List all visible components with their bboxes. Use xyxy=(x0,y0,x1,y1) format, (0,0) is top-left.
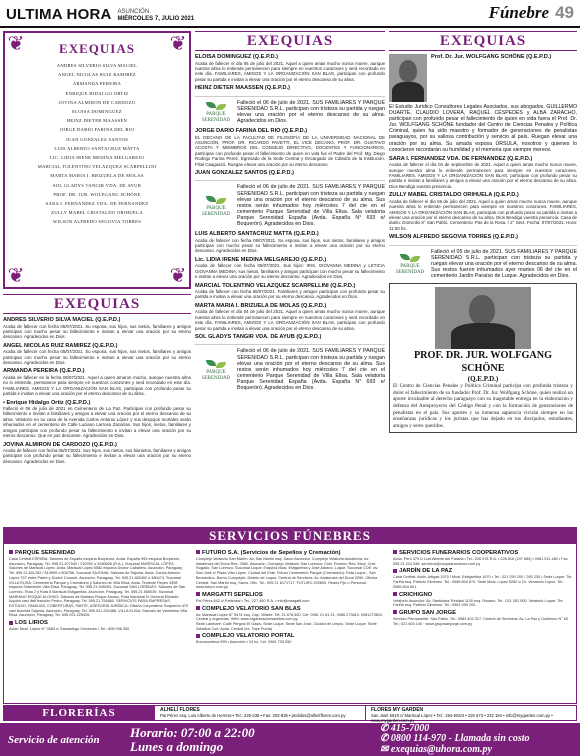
obituary-notice xyxy=(3,317,191,340)
deceased-name: SARA I. FERNANDEZ VDA. DE FERNANDEZ xyxy=(45,201,149,207)
page-header xyxy=(0,0,580,28)
memorial-text: El Centro de Ciencias Penales y Política Criminal participa con profunda tristeza y dolor el fallecimiento de su fundador Prof. Dr. Jur. Wolfgang Schöne, quien realizó un aporte invaluable al derecho paraguayo con su inagotable entrega en la elaboración y defensa del Anteproyecto del Código Penal y con la formación de generaciones de penalistas en el país. Sus aportes y su inmensa sapiencia vivirán siempre en las enseñanzas jurídicas y los juristas que has dejado en tus discípulos, estudiantes, amigos y seres queridos. xyxy=(393,383,573,429)
notice-text: Acaba de fallecer con fecha 05/07/2021. Sus hijos: IRIS, GIOVANNA MEDINA y LETICIA GIOVANNA MEDINA, sus nietos, familiares y amigos participan con mucho pesar su fallecimiento e invitan a elevar una oración por su eterno descanso. Agradecidos en Dios. xyxy=(195,263,385,280)
provider-name: PARQUE SERENIDAD xyxy=(15,550,76,556)
deceased-name: MARCIAL TOLENTINO VELAZQUEZ SCARPELLINI xyxy=(37,164,157,170)
leaf-icon xyxy=(205,358,227,370)
notice-name: ZULLY MABEL CRISTALDO ORIHUELA (Q.E.P.D.) xyxy=(389,192,519,199)
header-date: MIÉRCOLES 7, JULIO 2021 xyxy=(117,16,195,22)
deceased-name: ANDRES SILVERIO SILVA MACIEL xyxy=(56,63,138,68)
deceased-name: SOL GLADYS TANGIR VDA. DE AYUB xyxy=(52,182,142,188)
provider-details: Sede Lambaré: Calle Pergolo El Oasis. Sede Luque. Sede San José. Ciudad de Limpio. Sede Luque. Sede Zeballos Cué: Avda. Central (ex. Tope Puma) xyxy=(196,622,377,631)
shop-text: San José 5519 c/ Mariscal López • Tel.: 254-503/4 • 226 573 • 232 194 • info@mygarden.com.py • www.mygarden.com.py xyxy=(371,713,553,723)
notice-name: JORGE DARIO FARINA DEL RIO (Q.E.P.D.) xyxy=(195,128,308,134)
notice-text: Acaba de fallecer con fecha 05/07/2021. Sus hijos, sus nietos, sus bisnietos, familiares y amigos participan con profundo pesar su fallecimiento e invitan a elevar una oración por su eterno descanso. Agradecidos en Dios. xyxy=(3,448,191,464)
notice-text: Falleció el 06 de julio de 2021. SUS FAMILIARES Y PARQUE SERENIDAD S.R.L. participan con tristeza su partida y ruegan elevar una oración por el eterno descanso de su alma. Agradecidos en Dios. xyxy=(237,99,385,124)
obituary-notice xyxy=(195,128,385,167)
bullet-icon xyxy=(9,621,13,625)
deceased-name: WILSON ALFREDO SEGOVIA TORRES xyxy=(52,219,142,225)
services-middle-column xyxy=(196,548,386,645)
provider-title xyxy=(196,550,386,557)
col3-notices xyxy=(389,156,577,241)
corner-ornament-icon: ❦ xyxy=(7,265,25,287)
notice-text: Falleció el 05 de julio de 2021. SUS FAMILIARES Y PARQUE SERENIDAD S.R.L. participan con tristeza su partida y ruegan elevar una oración por el eterno descanso de su alma. Sus restos fueron inhumados ayer martes 06 del cte en el cementerio Jardín Paraíso de Luque. Agradecidos en Dios. xyxy=(431,248,577,280)
notice-text: Acaba de fallecer con fecha 06/07/2021. Familiares y amigos participan con profundo pesar su partida e invitan a elevar una oración por su eterno descanso. Agradecidos en Dios. xyxy=(195,289,385,300)
logo-line: SERENIDAD xyxy=(201,211,231,217)
index-title: EXEQUIAS xyxy=(59,41,135,56)
notice-name: MARTA MARIA I. BRIZUELA DE MOLAS (Q.E.P.D.) xyxy=(195,302,327,309)
hours-line: Horario: 07:00 a 22:00 xyxy=(130,724,255,740)
provider-details: Av. Mariscal López N° 5474 esq. Cap. Villarte. Tel: 21.578.300. Cel: 0981 21 81 21. 0986 273810. 0981273810. Central y urgencias. Web: www.organizacionsanblas.com.py xyxy=(196,612,384,622)
service-provider xyxy=(196,606,386,622)
deceased-name: PROF. DR. JUR. WOLFGANG SCHÖNE xyxy=(53,191,141,197)
corner-ornament-icon: ❦ xyxy=(169,33,187,55)
service-provider xyxy=(196,592,386,604)
obituary-notice xyxy=(195,170,385,177)
service-provider xyxy=(9,620,189,632)
notice-text: EL DECANO DE LA FACULTAD DE FILOSOFÍA DE LA UNIVERSIDAD NACIONAL DE ASUNCIÓN, PROF. DR. RICARDO PAVETTI, EL VICE DECANO, PROF. DR. GUSTAVO ACOSTA Y MIEMBROS DEL CONSEJO DIRECTIVO, DOCENTES Y FUNCIONARIOS, participan con profundo pesar el fallecimiento de quien en vida fue el Padre del Prof. Mg. Diego Rodrigo Farina Perez, Egresado de la Sede Central y Encargado de Cátedra de la Institución. Filial Caaguazú. Ruegan elevar una oración por su eterno descanso. xyxy=(195,134,385,167)
obituary-notice xyxy=(195,85,385,92)
memorial-photo xyxy=(435,287,531,349)
bullet-icon xyxy=(393,610,397,614)
servicios-funebres xyxy=(3,527,577,704)
shop-text: Pai Pérez esq. Luis Alberto de Herrera • Tel.: 225-238 • Fax: 203-835 • pedidos@alhelíflores.com.py xyxy=(160,713,346,718)
header-city: ASUNCIÓN xyxy=(117,9,150,15)
deceased-name: ARMANDA PEREIRA xyxy=(72,81,122,87)
provider-name: MARGATTI SEPELIOS xyxy=(202,591,263,598)
logo-line: PARQUE xyxy=(206,370,226,376)
deceased-name: ANGEL NICOLAS RUIZ RAMIREZ xyxy=(58,72,136,78)
logo-line: SERENIDAD xyxy=(201,375,231,381)
band-title: EXEQUIAS xyxy=(246,32,334,49)
corner-ornament-icon: ❦ xyxy=(7,33,25,55)
big-memorial-notice xyxy=(389,283,577,433)
provider-name: GRUPO SAN JORGE xyxy=(399,609,457,616)
notice-text: Acaba de fallecer con fecha 06/07/2021. Su esposa, sus hijos, sus nietos, familiares y amigos participan con mucho pesar su fallecimiento e invitan a elevar una oración por su eterno descanso. Agradecidos en Dios. xyxy=(195,237,385,254)
obituary-notice xyxy=(195,303,385,331)
parque-serenidad-logo xyxy=(195,100,237,124)
wolfgang-notice xyxy=(389,54,577,102)
logo-line: SERENIDAD xyxy=(201,117,231,123)
provider-name: LOS LIRIOS xyxy=(15,620,48,627)
exequias-band xyxy=(3,294,191,314)
exequias-index-box xyxy=(3,31,191,289)
bullet-icon xyxy=(196,550,200,554)
corner-ornament-icon: ❦ xyxy=(169,265,187,287)
obituary-notice xyxy=(3,400,191,439)
notice-name: ARMANDA PEREIRA (Q.E.P.D.) xyxy=(3,368,85,375)
bullet-icon xyxy=(393,550,397,554)
obituary-notice xyxy=(389,234,577,241)
logo-line: SERENIDAD xyxy=(395,269,425,275)
notice-text: El Estudio Jurídico Consultores Legales Asociados, sus abogados, GUILLERMO DUARTE, CLAUDIO LOVERA, RAQUEL CÉSPEDES y ALBA ZARACHO, participan con profundo pesar el fallecimiento de quien en vida fuera el Prof. Dr. Jur. WOLFGANG SCHÖNE fundador del Centro de Ciencias Penales y Política Criminal, quien ha sido maestro y formador de generaciones de penalistas paraguayos, por su valiosa contribución y servicio al país. Ruegan elevar una oración por su alma. Su amada esposa ÚRSULA, nosotros y quienes lo conocieron recordarán su humildad y el memoria que siempre merece. xyxy=(389,104,577,153)
flower-shop xyxy=(154,706,365,720)
provider-details: Complejo Velatorio San Martín: Av. San Martín esq. Sacro Asunción. Complejo Velatorio Asistencia: Av. Asistencia del Duna Res. 2580. Asunción. Complejo Velatorio San Lorenzo: Cnel. Romero Res. Mcal. Cnel. Rogado. San Lorenzo. Sucursal Luque: Esquina Mcal. Estigarribia y José Adrano. Luque. Sucursal CDE: Av. San José c/ Plaza Villa López. Ciudad del Este. Futuro Cementerio Parque (Cremación): Ruta Luque - San Bernardino. Barrio Curupaytú, Distrito de Luque. Central de Servicios: Av. Asistencia del Duna 3290. Oficina Central: San Martín esq. Sacro, Ofic. Tel.: 595 21 6171717. FUTURO 200800. Redes Fijo o Personal: www.futuro.com.py xyxy=(196,557,379,590)
col1-notices xyxy=(3,317,191,464)
deceased-name: ZULLY MABEL CRISTALDO ORIHUELA xyxy=(51,210,143,216)
provider-details: Pai Pérez 842 c/ Pettirossi • Tel.: 227 460 R.A. • info@margatti.com xyxy=(196,598,310,603)
provider-name: SERVICIOS FUNERARIOS COOPERATIVOS xyxy=(399,550,519,556)
leaf-icon xyxy=(399,252,421,264)
page-number: 49 xyxy=(555,3,574,22)
provider-details: Servicio Permanente: San Pablo. Tel.: 0983 402 317. Central de Servicios: Av. La Paz y Guillermo N° 60 Tel.: 021 604 140 · www.gruposanjorge.com.py xyxy=(393,616,569,626)
obituary-notice xyxy=(389,156,577,190)
parque-serenidad-notice xyxy=(195,96,385,124)
section-name: Fúnebre xyxy=(488,3,550,22)
phone-number[interactable]: 0800 114-970 - Llamada sin costo xyxy=(390,733,530,745)
obituary-notice xyxy=(195,54,385,82)
obituary-notice xyxy=(3,442,191,465)
deceased-name: JOVINA ALMIRON DE CARDOZO xyxy=(58,99,136,105)
provider-details: Velatorio Asunción: Av. Santísima Trinidad 1100 esq. Rosario. Tel.: 021 281 500. Velatorio Luque: Tte. Fariña esq. Patricio Giménez. Tel.: 0981 999 200. xyxy=(393,598,564,608)
bullet-icon xyxy=(9,550,13,554)
obituary-notice xyxy=(195,283,385,300)
florerias-strip xyxy=(3,705,577,721)
logo-line: PARQUE xyxy=(400,264,420,270)
notice-name: JOVINA ALMIRON DE CARDOZO (Q.E.P.D.) xyxy=(3,441,117,448)
email-link[interactable]: exequias@uhora.com.py xyxy=(390,743,492,755)
provider-title xyxy=(196,606,386,613)
notice-name: SOL GLADYS TANGIR VDA. DE AYUB (Q.E.P.D.) xyxy=(195,333,322,340)
notice-text: Acaba de fallecer el día 04 de septiembre de 2021. Aquel a quien amas mucho nunca muere, aunque nuestra alma lo entiende permanecen para siempre en nuestros corazones. FAMILIARES, AMIGOS Y LA ORGANIZACIÓN SAN BLAS, participan con profundo pesar su partida e invitan a familiares y amigos a elevar una oración por el eterno descanso de su alma. Dios Bendiga vuestra presencia. xyxy=(389,162,577,189)
notice-text: Falleció el 06 de julio de 2021 en Cementerio de La Paz. Participan con profundo pesar su fallecimiento e invitan a familiares y amigos a elevar una oración por el eterno descanso de su alma. Velatorio en su casa de la Avenida Carlos Antonio López y sus despojos mortales serán inhumados en el cementerio de Calle Luciano Larrosa Zacarías. Sus hijos, nietos, familiares y amigos participan con profundo pesar su fallecimiento e invitan a elevar una oración por su eterno descanso. Que en paz descanse. Agradecidos en Dios. xyxy=(3,406,191,439)
florerias-label: FLORERÍAS xyxy=(4,706,154,720)
provider-details: Avda. Perú 379 c/ Luis Alberto del Paraná • Tel.: 226 578 R.A. • 228 816 (247 680) • 0981 511 480 • Fax 595 21 224 548. servicios@coopsanantonio.com.py xyxy=(393,557,568,566)
parque-serenidad-logo xyxy=(195,348,237,391)
parque-serenidad-notice xyxy=(195,344,385,391)
service-provider xyxy=(196,550,386,590)
service-provider xyxy=(393,610,573,626)
notice-text: Acaba de fallecer en la fecha 06/07/2021. Aquel a quien amaron mucho, aunque nuestra alma no lo entiende, permanece para siempre en nuestros corazones y será recordado en este día. FAMILIARES, AMIGOS Y LA ORGANIZACIÓN SAN BLAS, participan con profundo pesar su partida e invitan a elevar una oración por el eterno descanso de su alma. xyxy=(3,374,191,397)
portrait-photo xyxy=(389,54,427,102)
notice-name: ANDRES SILVERIO SILVA MACIEL (Q.E.P.D.) xyxy=(3,317,121,323)
obituary-notice xyxy=(195,334,385,341)
services-title-bar xyxy=(4,528,576,544)
obituary-notice xyxy=(195,231,385,254)
section-title: ULTIMA HORA xyxy=(6,6,112,23)
notice-text: Acaba de fallecer el día 06 de julio del 2021. Aquel a quien amas mucho nunca muere, aunque nuestra alma lo entiende permanecen para siempre en nuestros corazones. FAMILIARES, AMIGOS Y LA ORGANIZACIÓN SAN BLAS, participan con profundo pesar su partida e invitan a elevar una oración por el eterno descanso de su alma. Dios Bendiga vuestra presencia. Casa de duelo: Domicilio 8° San Pablo. Cementerio: Pas de la Rosa. / 2° Sect. Fecha: 07/07/2021. Hora: 11:00 hs. xyxy=(389,198,577,231)
phone-number[interactable]: 415-7000 xyxy=(390,722,430,734)
provider-name: JARDÍN DE LA PAZ xyxy=(399,568,453,575)
shop-name: ALHELÍ FLORES xyxy=(160,707,200,713)
band-title: EXEQUIAS xyxy=(53,295,141,312)
obituary-notice xyxy=(195,257,385,280)
provider-details: Avda. Mcal. López N° 3563 c/ Samaniego Cerdones • Tel.: 605 096 350 xyxy=(9,627,130,632)
services-right-column xyxy=(393,548,573,626)
provider-title xyxy=(393,592,573,599)
notice-text: Falleció el 06 de julio de 2021. SUS FAMILIARES Y PARQUE SERENIDAD S.R.L. participan con tristeza su partida y ruegan elevar una oración por el eterno descanso de su alma. Sus restos serán inhumados hoy miércoles 7 del cte en el cementerio Parque Serenidad de Villa Elisa. Sala velatoria Parque Serenidad España (Avda. España N° 693 e/ Boquerón). Agradecidos en Dios. xyxy=(237,348,385,392)
notice-text: Acaba de fallecer el día 04 de julio del 2021. Aquel a quien amas mucho nunca muere, aunque nuestra alma lo entiende permanecen para siempre en nuestros corazones y será recordado en este día. FAMILIARES, AMIGOS Y LA ORGANIZACIÓN SAN BLAS, participan con profundo pesar su partida e invitan a elevar una oración por el eterno descanso de su alma. xyxy=(195,309,385,331)
phone-icon: ✆ xyxy=(380,722,391,734)
column-3 xyxy=(389,31,577,433)
col2-notices-c xyxy=(195,231,385,340)
header-meta xyxy=(118,9,195,23)
exequias-band xyxy=(389,31,577,51)
provider-title xyxy=(393,550,573,557)
provider-details: Burvusumbus 995 • Asunción • 24 hs. Cel. 0981 733 050 xyxy=(196,640,292,645)
notice-name: HEINZ DIETER MAASSEN (Q.E.P.D.) xyxy=(195,85,291,92)
provider-title xyxy=(9,550,189,557)
notice-text: Acaba de fallecer con fecha 05/07/2021. Su esposa, sus hijos, sus nietos, familiares y amigos participan con mucho pesar su fallecimiento e invitan a elevar una oración por su eterno descanso. Agradecidos en Dios. xyxy=(3,349,191,366)
notice-text: Acaba de fallecer con fecha 05/07/2021. Su esposa, sus hijos, sus nietos, familiares y amigos participan con mucho pesar su fallecimiento e invitan a elevar una oración por su eterno descanso. Agradecidos en Dios. xyxy=(3,323,191,340)
service-footer xyxy=(0,723,580,756)
column-1 xyxy=(3,31,191,464)
deceased-name: ENRIQUE HIDALGO ORTIZ xyxy=(65,90,129,96)
notice-name: JUAN GONZALEZ SANTOS (Q.E.P.D.) xyxy=(195,169,294,176)
provider-title xyxy=(393,610,573,617)
provider-title xyxy=(393,568,573,575)
exequias-band xyxy=(195,31,385,51)
obituary-notice xyxy=(3,343,191,366)
services-title: SERVICIOS FÚNEBRES xyxy=(209,528,371,543)
services-left-column xyxy=(9,548,189,632)
deceased-name: JORGE DARIO FARINA DEL RIO xyxy=(59,127,135,133)
deceased-name: LIC. LIDIA IRENE MEDINA MELGAREJO xyxy=(49,155,145,161)
memorial-name: PROF. DR. JUR. WOLFGANG SCHÖNE xyxy=(413,350,553,375)
deceased-name: JUAN GONZALEZ SANTOS xyxy=(65,136,129,142)
service-provider xyxy=(196,633,386,645)
bullet-icon xyxy=(393,592,397,596)
notice-name: MARCIAL TOLENTINO VELAZQUEZ SCARPELLINI (Q.E.P.D.) xyxy=(195,282,356,289)
bullet-icon xyxy=(196,592,200,596)
col2-notices-a xyxy=(195,54,385,92)
provider-title xyxy=(196,592,386,599)
service-provider xyxy=(9,550,189,618)
deceased-name: MARTA MARIA I. BRIZUELA DE MOLAS xyxy=(50,173,144,179)
parque-serenidad-logo xyxy=(195,184,237,227)
provider-title xyxy=(196,633,386,640)
service-provider xyxy=(393,550,573,566)
bullet-icon xyxy=(196,634,200,638)
deceased-name-list xyxy=(13,61,181,227)
notice-name: ELOISA DOMINGUEZ (Q.E.P.D.) xyxy=(195,54,278,60)
provider-title xyxy=(9,620,189,627)
notice-name: WILSON ALFREDO SEGOVIA TORRES (Q.E.P.D.) xyxy=(389,234,518,241)
provider-details: Casa Central: Avda. Artigas 1970 / Mcal. Estigarribia 1970 • Tel.: 021 290 200 / 295 230 • Sede Luque: Tte. Fariña esq. Patricio Giménez. Tel.: 0985 804 874. Sede Mcal. López 5282 c/ Dr. Venancio López. Tel.: 0985 804 801. xyxy=(393,575,573,589)
logo-line: PARQUE xyxy=(206,206,226,212)
memorial-suffix: (Q.E.P.D.) xyxy=(467,375,499,384)
parque-serenidad-notice xyxy=(389,245,577,279)
parque-serenidad-notice xyxy=(195,180,385,227)
leaf-icon xyxy=(205,194,227,206)
notice-name: ANGEL NICOLAS RUIZ RAMIREZ (Q.E.P.D.) xyxy=(3,342,118,349)
column-2 xyxy=(195,31,385,395)
band-title: EXEQUIAS xyxy=(439,32,527,49)
bullet-icon xyxy=(393,569,397,573)
notice-text: Acaba de fallecer el día 06 de julio del 2021. Aquel a quien amas mucho nunca muere, aunque nuestra alma lo entiende permanecen para siempre en nuestros corazones y será recordado en este día. FAMILIARES, AMIGOS Y LA ORGANIZACIÓN SAN BLAS, participan con profundo pesar su partida e invitan a elevar una oración por el eterno descanso de su alma. xyxy=(195,60,385,82)
notice-name: Lic. LIDIA IRENE MEDINA MELGAREJO (Q.E.P.D.) xyxy=(195,256,327,263)
hours-line: Lunes a domingo xyxy=(130,738,224,754)
service-hours xyxy=(130,726,380,754)
service-contact xyxy=(380,724,580,756)
shop-name: FLORES MY GARDEN xyxy=(371,707,424,713)
notice-name: LUIS ALBERTO SANTACRUZ MATTA (Q.E.P.D.) xyxy=(195,231,319,238)
flower-shop xyxy=(365,706,576,723)
parque-serenidad-logo xyxy=(389,249,431,279)
notice-name: Prof. Dr. Jur. WOLFGANG SCHÖNE (Q.E.P.D.) xyxy=(431,54,552,60)
obituary-notice xyxy=(389,192,577,231)
col2-notices-b xyxy=(195,128,385,176)
leaf-icon xyxy=(205,100,227,112)
deceased-name: ELOISA DOMINGUEZ xyxy=(72,109,122,115)
notice-name: • Enrique Hidalgo Ortiz (Q.E.P.D.) xyxy=(3,399,91,406)
service-label: Servicio de atención xyxy=(8,733,100,746)
deceased-name: LUIS ALBERTO SANTACRUZ MATTA xyxy=(54,145,140,151)
notice-name: SARA I. FERNANDEZ VDA. DE FERNANDEZ (Q.E.P.D.) xyxy=(389,155,533,162)
notice-text: Falleció el 06 de julio de 2021. SUS FAMILIARES Y PARQUE SERENIDAD S.R.L. participan con tristeza su partida y ruegan elevar una oración por el eterno descanso de su alma. Sus restos serán inhumados hoy miércoles 7 del cte en el cementerio Parque Serenidad de Villa Elisa. Sala velatoria Parque Serenidad España (Avda. España N° 693 e/ Boquerón). Agradecidos en Dios. xyxy=(237,184,385,227)
provider-details: Casa Central ESPAÑA: Salones de España esquina Boquerón. Anda. España 993 esquina Boquerón. Asunción, Paraguay. Tel. 595.21.207540 / 210992 o 2090606 (R.A.). Sucursal MARISCAL LÓPEZ: Salones de Mariscal López. Avda. Mariscal López 5582 esquina Doctor Caballero. Asunción, Paraguay. Tel. 595.21.601782 / 613999 o 606766. Sucursal SAJONIA: Salones de Sajonia. Avda. Carlos Antonio López 757 entre Padre y Doctor Coronel. Asunción, Paraguay. Tel. 595.21.482492 o 480474. Sucursal VILLA ELISA: Cementerio Parque y Crematorio y Salones de Villa Elisa. Avda. Teniente Reyes 4398 esquina Sotaviento Villa Elisa. Paraguay. Tel. 595.21.945263. Sucursal SAN LORENZO: Salones de San Lorenzo. Ruta 2 y Ruta 8 Mariscal Estigarribia. Asunción, Paraguay. Tel. 595.21.585039. Sucursal MARIANO ROQUE ALONSO: Salones de Mariano Roque Alonso. Ruta Nacional III General Elizardo Aquino casi Itatí fracción Pedro, Paraguay. Tel. 595.21.754860. SERVICIOS PARA EMPRESAS, ESTUDIO, FAMILIAS, COBERTURAS, PARTE, ASESORÍA JURÍDICA: Oficina Corporativa: Boquerón 470 casi Avenida Sajonia. Asunción, Paraguay. Tel. 595.021.252486. VILLA ELISA: Salones de Velatorios Villa Elisa. Asunción, Paraguay. Tel. 595.021.225926. xyxy=(9,557,189,618)
service-provider xyxy=(393,592,573,608)
provider-name: CRICHIGNO xyxy=(399,591,433,598)
provider-name: COMPLEJO VELATORIO SAN BLAS xyxy=(202,605,301,612)
provider-name: COMPLEJO VELATORIO PORTAL xyxy=(202,633,295,640)
bullet-icon xyxy=(196,606,200,610)
service-provider xyxy=(196,622,386,631)
deceased-name: HEINZ DIETER MAASSEN xyxy=(66,118,128,124)
email-icon: ✉ xyxy=(380,743,391,755)
provider-name: FUTURO S.A. (Servicios de Sepelios y Cremación) xyxy=(202,550,341,556)
service-provider xyxy=(393,568,573,589)
obituary-notice xyxy=(3,368,191,396)
phone-icon: ✆ xyxy=(380,733,391,745)
logo-line: PARQUE xyxy=(206,112,226,118)
